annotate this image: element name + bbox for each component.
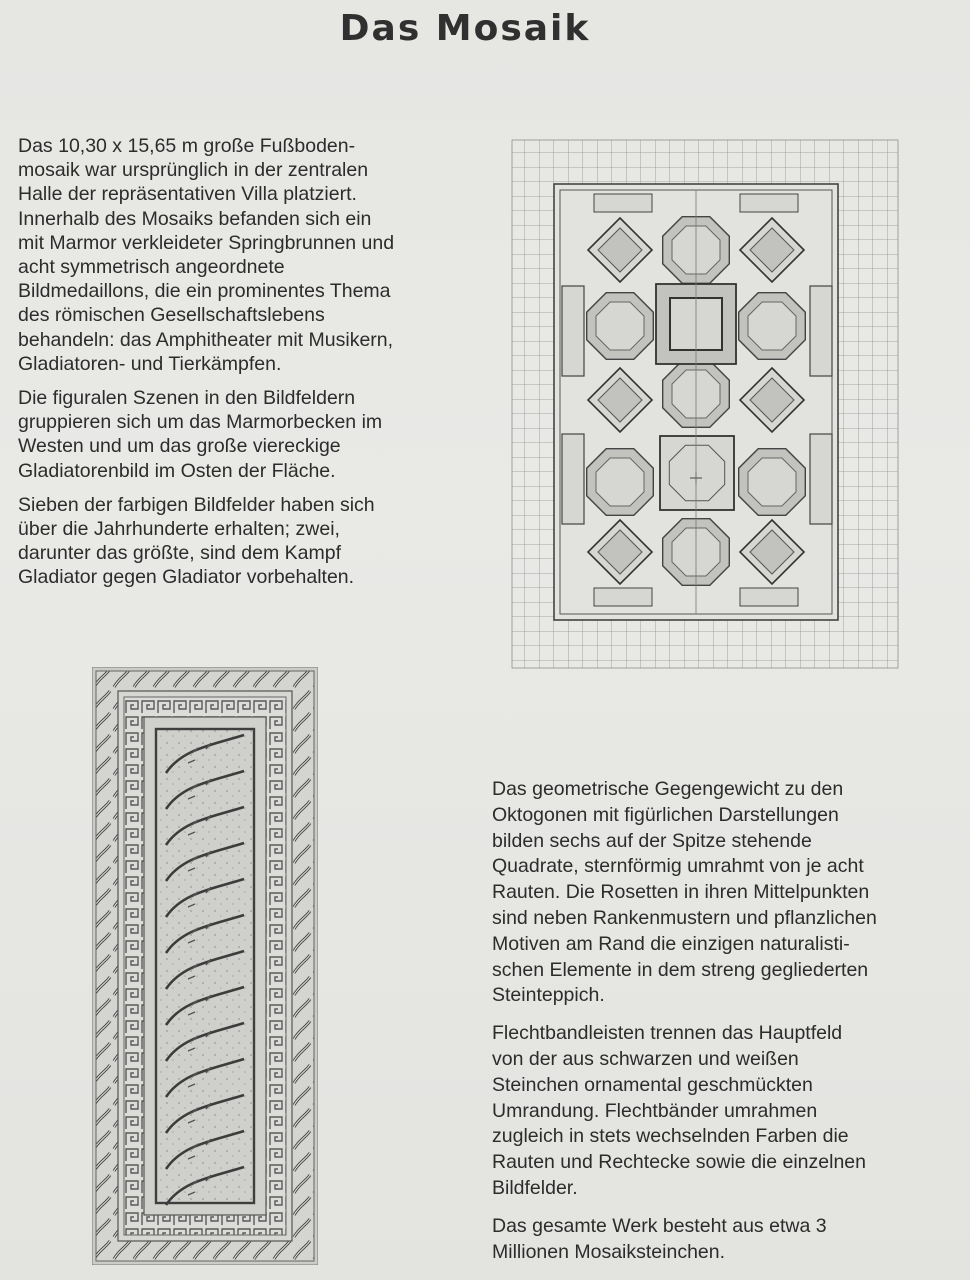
paragraph-dimensions: Das 10,30 x 15,65 m große Fußboden- mosaik war ursprünglich in der zentralen Halle der repräsentativen Villa platziert. Innerhalb des Mosaiks befanden sich ein mit Marmor verkleideter Springbrunnen und acht symmetrisch angeordnete Bildmedaillons, die ein prominentes Thema des römischen Gesellschaftslebens behandeln: das Amphitheater mit Musikern, Gladiatoren- und Tierkämpfen. [18,135,395,375]
plan-edge-rectangle [740,588,798,606]
plan-side-rectangle [810,434,832,524]
border-mosaic-drawing [92,667,318,1265]
page-title: Das Mosaik [339,8,591,49]
mosaic-floor-plan [510,138,900,670]
plan-octagon-inner [748,302,796,350]
detail-text-block [492,777,952,1277]
plan-edge-rectangle [594,588,652,606]
plan-octagon-inner [748,458,796,506]
paragraph-total-stones: Das gesamte Werk besteht aus etwa 3 Millionen Mosaiksteinchen. [492,1214,827,1263]
plan-gladiator-square [660,436,734,510]
paragraph-figural-scenes: Die figuralen Szenen in den Bildfeldern gruppieren sich um das Marmorbecken im Westen und um das große viereckige Gladiatorenbild im Osten der Fläche. [18,387,383,482]
plan-side-rectangle [562,434,584,524]
plan-octagon-inner [596,302,644,350]
plan-side-rectangle [562,286,584,376]
intro-text-block [18,134,488,600]
plan-ornaments [562,190,832,614]
paragraph-geometric-counterweight: Das geometrische Gegengewicht zu den Oktogonen mit figürlichen Darstellungen bilden sechs auf der Spitze stehende Quadrate, sternförmig umrahmt von je acht Rauten. Die Rosetten in ihren Mittelpunkten sind neben Rankenmustern und pflanzlichen Motiven am Rand die einzigen naturalisti- schen Elemente in dem streng gegliederten Steinteppich. [492,778,877,1007]
paragraph-preserved-fields: Sieben der farbigen Bildfelder haben sich über die Jahrhunderte erhalten; zwei, darunter das größte, sind dem Kampf Gladiator gegen Gladiator vorbehalten. [18,493,375,589]
paragraph-braided-bands: Flechtbandleisten trennen das Hauptfeld von der aus schwarzen und weißen Steinchen ornamental geschmückten Umrandung. Flechtbänder umrahmen zugleich in stets wechselnden Farben die Rauten und Rechtecke sowie die einzelnen Bildfelder. [492,1022,866,1199]
plan-edge-rectangle [594,194,652,212]
plan-edge-rectangle [740,194,798,212]
plan-octagon-inner [596,458,644,506]
plan-side-rectangle [810,286,832,376]
